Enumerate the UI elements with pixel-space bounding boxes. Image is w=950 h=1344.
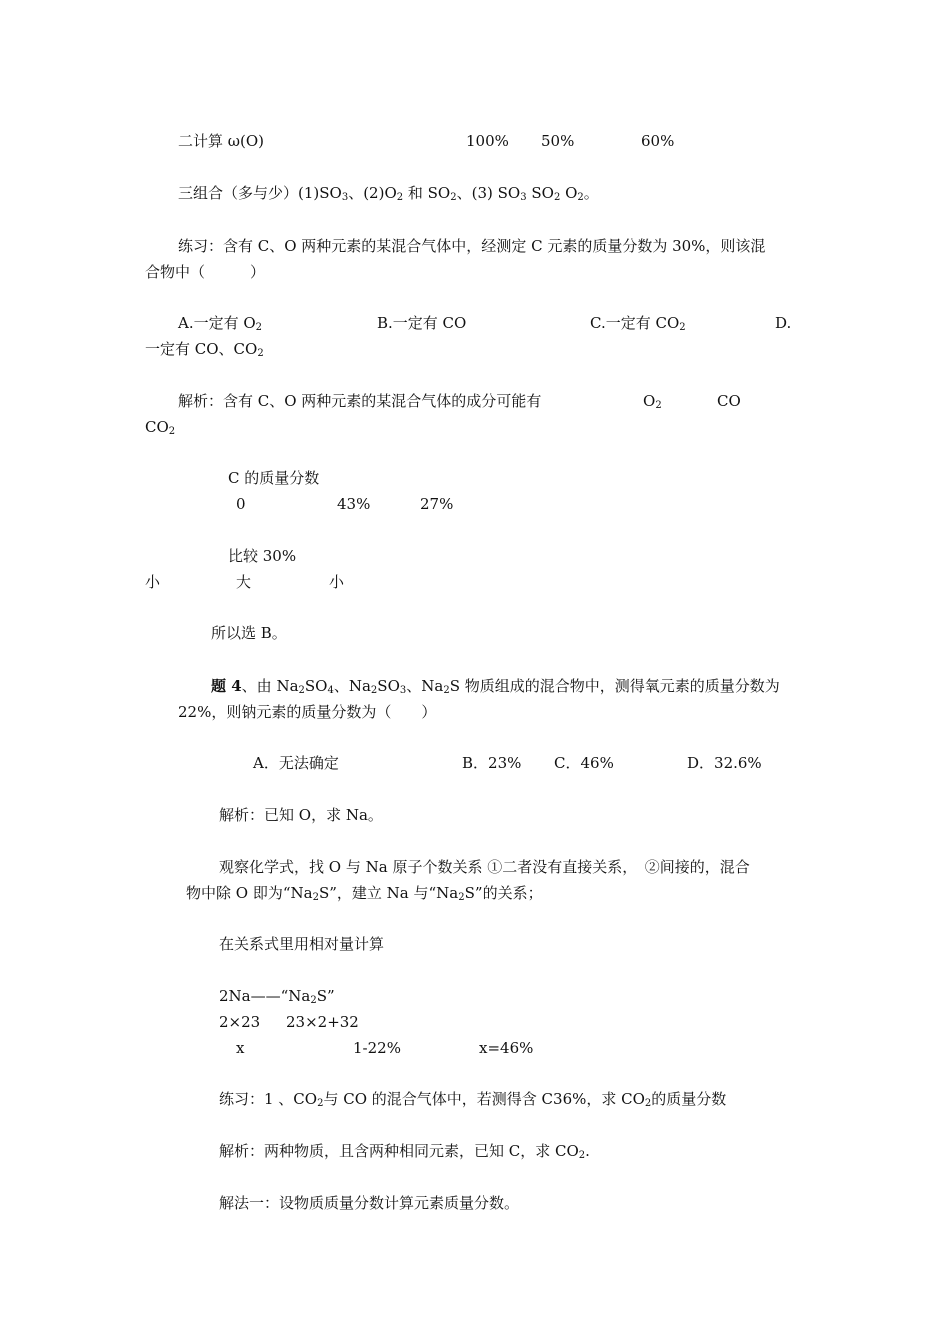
calc-value-2: 50%	[541, 132, 575, 150]
relation-row-1: $2Na——“Na_2S$”	[219, 987, 335, 1006]
q4-option-a: A．无法确定	[253, 754, 339, 772]
c-fraction-label: C 的质量分数	[228, 469, 320, 487]
analysis-1-text: 解析：含有 C、O 两种元素的某混合气体的成分可能有	[178, 392, 542, 410]
relation-row-3-c: x=46%	[479, 1039, 534, 1057]
compare-label: 比较 30%	[228, 547, 297, 565]
practice-question-line-2: 合物中（ ）	[145, 263, 266, 281]
conclusion: 所以选 B。	[211, 624, 287, 642]
calc-row-label: 二计算 ω(O)	[178, 132, 265, 150]
method-1: 解法一：设物质质量分数计算元素质量分数。	[219, 1194, 520, 1212]
observe-line-1: 观察化学式，找 O 与 Na 原子个数关系 ①二者没有直接关系， ②间接的，混合	[219, 858, 750, 876]
combination-line: 三组合（多与少）$(1)SO_3$、$(2)O_2$ 和 $SO_2$、(3) $SO_3$ $SO_2$ $O_2$。	[178, 184, 599, 203]
component-co2: $CO_2$	[145, 418, 176, 437]
calc-value-3: 60%	[641, 132, 675, 150]
relation-row-3-a: x	[236, 1039, 245, 1057]
relation-row-2-b: 23×2+32	[286, 1013, 359, 1031]
analysis-5: 解析：两种物质，且含两种相同元素，已知 C，求 $CO_2$.	[219, 1142, 590, 1161]
option-d: D.	[775, 314, 792, 332]
question-4-line-2: 22%，则钠元素的质量分数为（ ）	[178, 703, 437, 721]
relation-calc-heading: 在关系式里用相对量计算	[219, 935, 385, 953]
practice-question-line-1: 练习：含有 C、O 两种元素的某混合气体中，经测定 C 元素的质量分数为 30%，则该混	[178, 237, 766, 255]
option-b: B.一定有 CO	[377, 314, 467, 332]
component-co: CO	[717, 392, 741, 410]
c-fraction-co2: 27%	[420, 495, 454, 513]
analysis-4: 解析：已知 O，求 Na。	[219, 806, 383, 824]
q4-option-d: D．32.6%	[687, 754, 762, 772]
c-fraction-co: 43%	[337, 495, 371, 513]
option-a: A.一定有 $O_2$	[178, 314, 263, 333]
q4-option-c: C．46%	[554, 754, 614, 772]
question-4-line-1: 题 4、由 $Na_2SO_4$、$Na_2SO_3$、$Na_2S$ 物质组成的混合物中，测得氧元素的质量分数为	[211, 677, 780, 696]
compare-co: 大	[236, 573, 252, 591]
q4-option-b: B．23%	[462, 754, 522, 772]
compare-o2: 小	[145, 573, 161, 591]
c-fraction-o2: 0	[236, 495, 246, 513]
observe-line-2: 物中除 O 即为“$Na_2S$”，建立 Na 与“$Na_2S$”的关系；	[186, 884, 543, 903]
component-o2: $O_2$	[643, 392, 662, 411]
calc-value-1: 100%	[466, 132, 509, 150]
option-d-text: 一定有 CO、$CO_2$	[145, 340, 264, 359]
compare-co2: 小	[329, 573, 345, 591]
option-c: C.一定有 $CO_2$	[590, 314, 686, 333]
practice-2: 练习：1 、$CO_2$与 CO 的混合气体中，若测得含 C36%，求 $CO_2$的质量分数	[219, 1090, 727, 1109]
relation-row-3-b: 1-22%	[353, 1039, 401, 1057]
relation-row-2-a: 2×23	[219, 1013, 261, 1031]
